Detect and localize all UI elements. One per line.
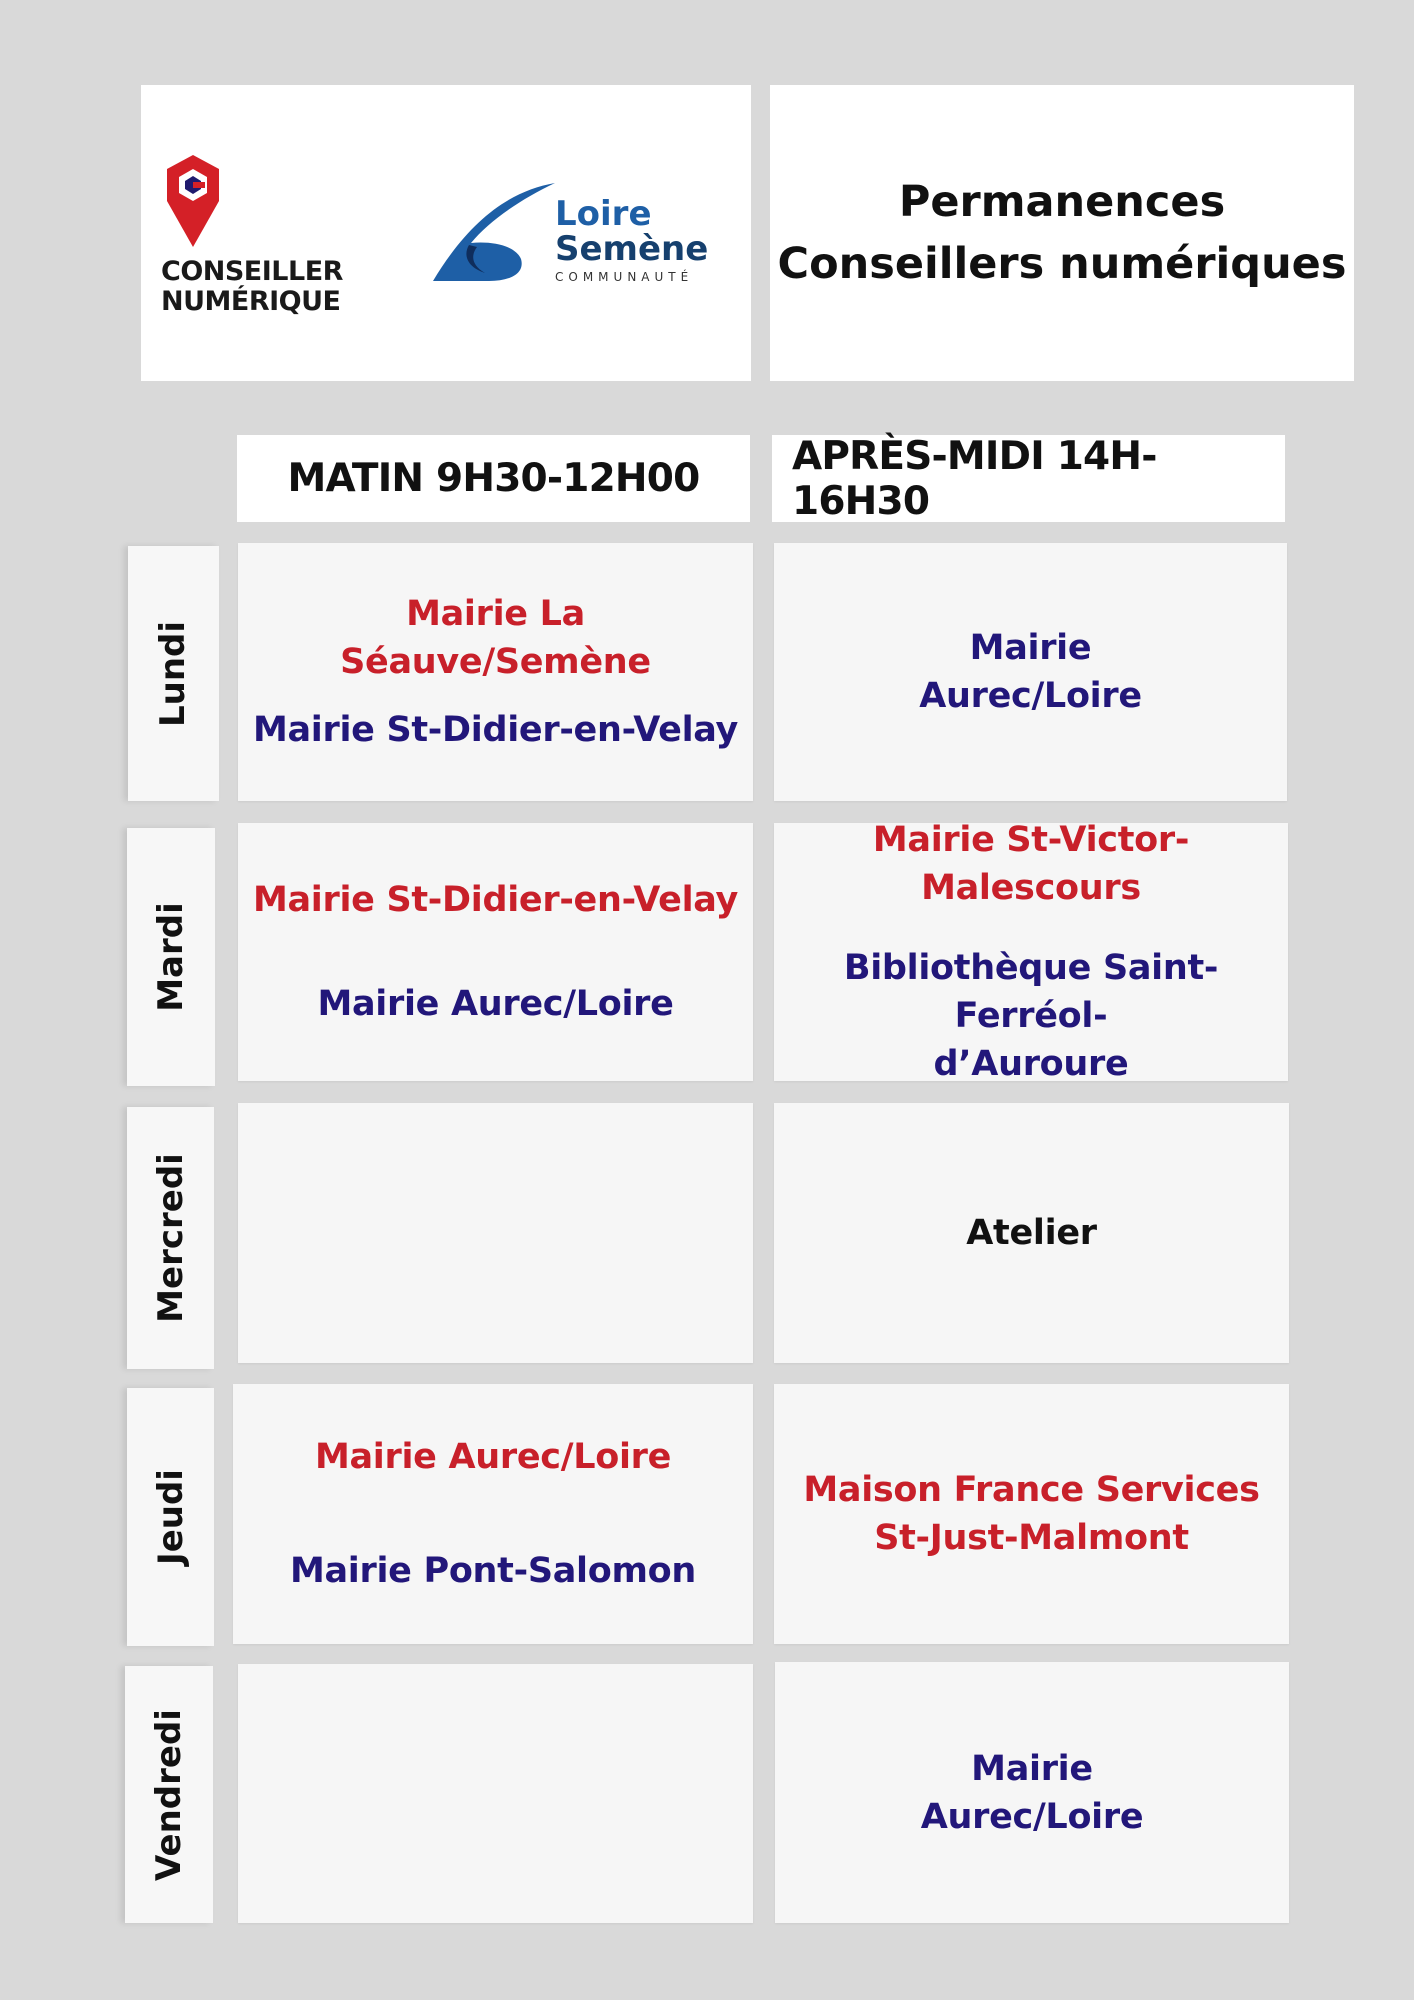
page-title-line2: Conseillers numériques (777, 239, 1347, 289)
cell-mardi-matin (238, 823, 753, 1081)
cell-mercredi-matin (238, 1103, 753, 1363)
location-text: Séauve/Semène (340, 642, 651, 682)
cell-lundi-matin (238, 543, 753, 801)
cell-mardi-apres-midi (774, 820, 1288, 1084)
location-text: Mairie St-Didier-en-Velay (252, 710, 739, 750)
cell-vendredi-apres-midi (775, 1662, 1289, 1923)
day-label-jeudi: Jeudi (127, 1388, 214, 1646)
day-label-mercredi: Mercredi (127, 1107, 214, 1369)
location-text: Mairie Aurec/Loire (314, 1437, 672, 1477)
conseiller-numerique-logo-text: CONSEILLER NUMÉRIQUE (161, 256, 343, 317)
cell-mercredi-apres-midi (774, 1103, 1289, 1363)
cell-lundi-apres-midi (774, 543, 1287, 801)
column-header-apres-midi: APRÈS-MIDI 14H-16H30 (772, 435, 1285, 522)
location-text: Mairie St-Victor-Malescours (872, 820, 1190, 908)
location-text: Mairie (971, 1748, 1093, 1789)
loire-semene-logo-text: Loire Semène COMMUNAUTÉ (555, 194, 709, 284)
location-text: Mairie Pont-Salomon (289, 1551, 697, 1591)
location-text: Maison France Services (803, 1470, 1260, 1510)
location-text: Mairie Aurec/Loire (317, 984, 674, 1024)
day-label-lundi: Lundi (128, 546, 219, 801)
location-text: Mairie St-Didier-en-Velay (252, 880, 739, 920)
location-text: Aurec/Loire (920, 1796, 1144, 1837)
cell-jeudi-matin (233, 1384, 753, 1644)
column-header-matin: MATIN 9H30-12H00 (237, 435, 750, 522)
location-text: d’Auroure (933, 1044, 1129, 1084)
page-title-line1: Permanences (898, 177, 1226, 227)
day-label-vendredi: Vendredi (125, 1666, 213, 1923)
location-text: Atelier (966, 1213, 1097, 1253)
cell-jeudi-apres-midi (774, 1384, 1289, 1644)
location-text: Aurec/Loire (919, 676, 1142, 716)
day-label-mardi: Mardi (127, 828, 215, 1086)
location-text: Bibliothèque Saint-Ferréol- (843, 948, 1219, 1036)
logos-card (141, 85, 751, 381)
location-text: St-Just-Malmont (874, 1518, 1189, 1558)
location-text: Mairie La (406, 594, 585, 634)
title-card (770, 85, 1354, 381)
loire-semene-swoosh-icon (429, 181, 559, 285)
map-pin-icon (161, 153, 225, 249)
location-text: Mairie (969, 628, 1092, 668)
cell-vendredi-matin (238, 1664, 753, 1923)
